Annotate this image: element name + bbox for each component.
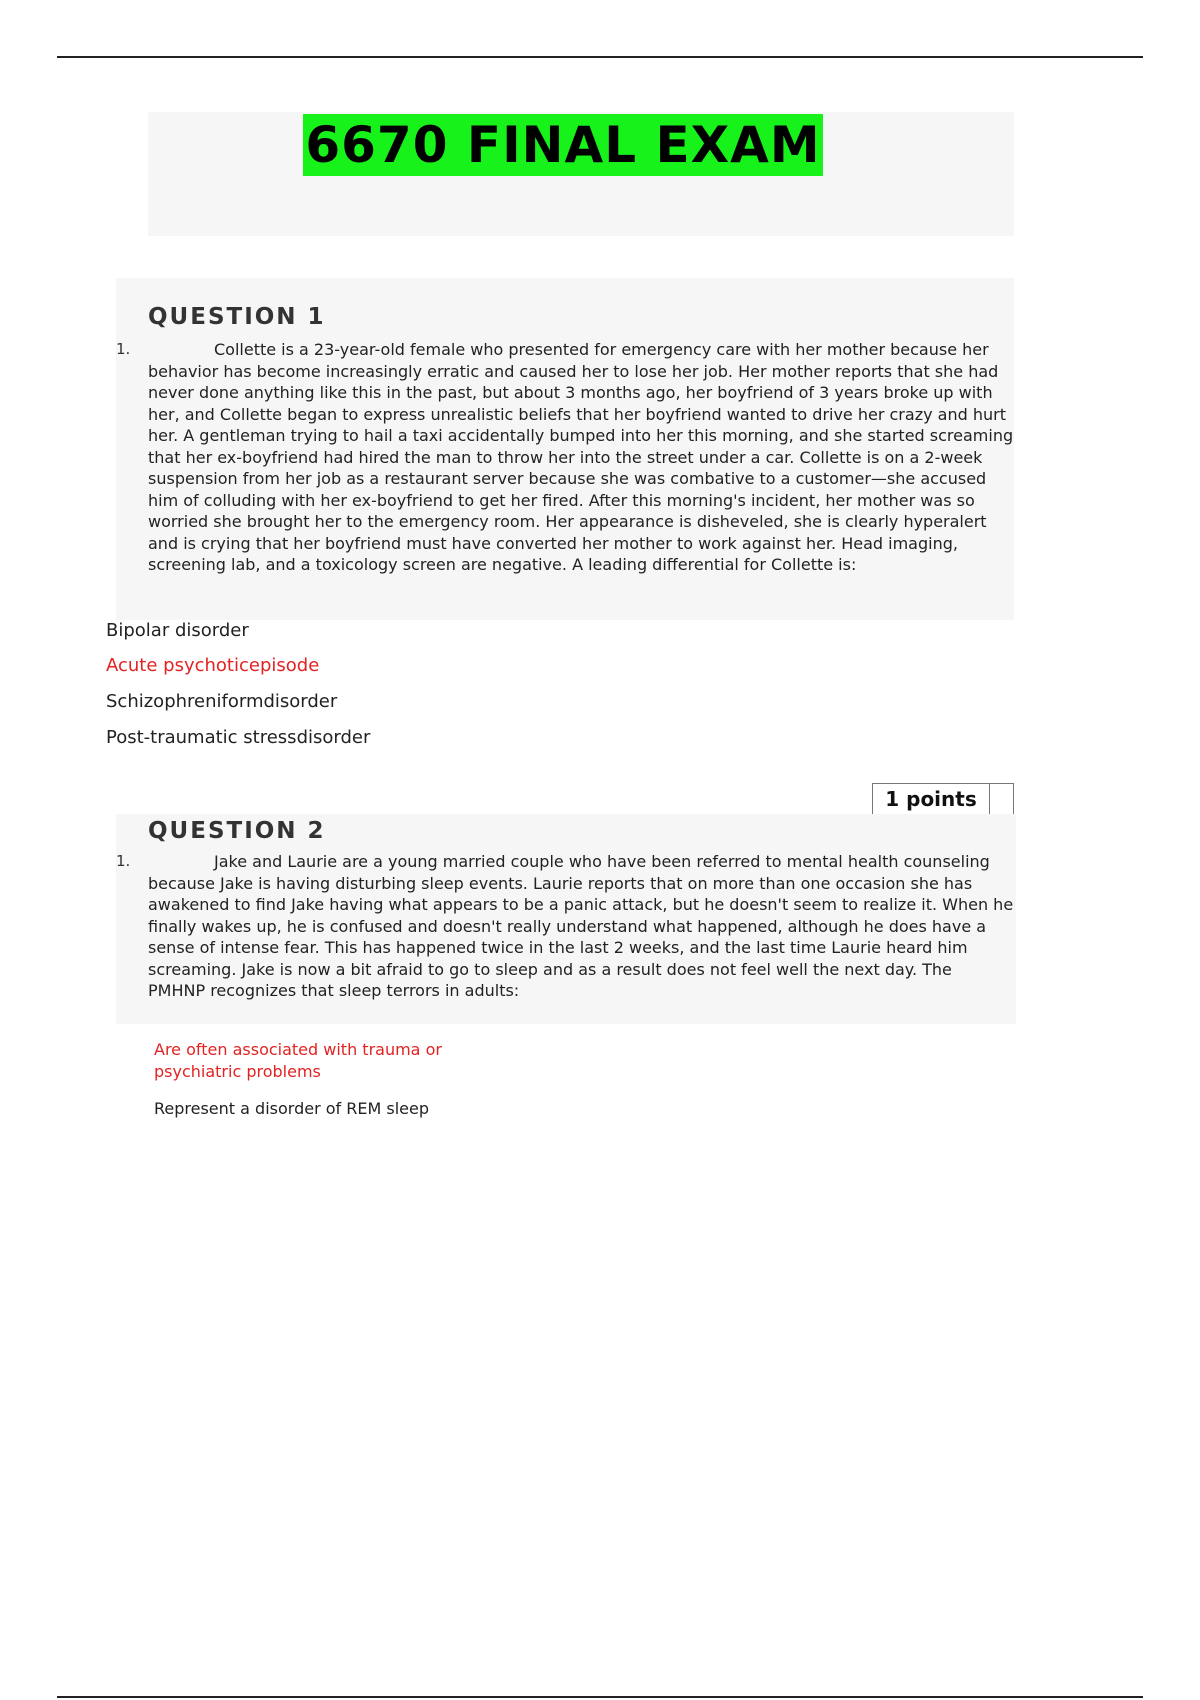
q2-option-trauma[interactable]: Are often associated with trauma or psychiatric problems [154, 1040, 442, 1081]
question-2-panel [116, 814, 1016, 1024]
question-1-text: Collette is a 23-year-old female who presented for emergency care with her mother because her behavior has become increasingly erratic and caused her to lose her job. Her mother reports that she had never done anything like this in the past, but about 3 months ago, her boyfriend of 3 years broke up with her, and Collette began to express unrealistic beliefs that her boyfriend wanted to drive her crazy and hurt her. A gentleman trying to hail a taxi accidentally bumped into her this morning, and she started screaming that her ex-boyfriend had hired the man to throw her into the street under a car. Collette is on a 2-week suspension from her job as a restaurant server because she was combative to a customer—she accused him of colluding with her ex-boyfriend to get her fired. After this morning's incident, her mother was so worried she brought her to the emergency room. Her appearance is disheveled, she is clearly hyperalert and is crying that her boyfriend must have converted her mother to work against her. Head imaging, screening lab, and a toxicology screen are negative. A leading differential for Collette is: [148, 340, 1014, 574]
question-2-number: 1. [116, 852, 131, 870]
question-1-heading: QUESTION 1 [148, 304, 326, 330]
points-label: 1 points [873, 784, 990, 814]
q2-option-rem-sleep[interactable]: Represent a disorder of REM sleep [154, 1099, 429, 1118]
top-rule [57, 56, 1143, 58]
question-1-panel [116, 278, 1014, 620]
q1-option-schizophreniform[interactable]: Schizophreniformdisorder [106, 691, 338, 712]
question-2-heading: QUESTION 2 [148, 818, 326, 844]
q1-option-ptsd[interactable]: Post-traumatic stressdisorder [106, 727, 371, 748]
question-2-text: Jake and Laurie are a young married couple who have been referred to mental health counseling because Jake is having disturbing sleep events. Laurie reports that on more than one occasion she has awakened to find Jake having what appears to be a panic attack, but he doesn't seem to realize it. When he finally wakes up, he is confused and doesn't really understand what happened, although he does have a sense of intense fear. This has happened twice in the last 2 weeks, and the last time Laurie heard him screaming. Jake is now a bit afraid to go to sleep and as a result does not feel well the next day. The PMHNP recognizes that sleep terrors in adults: [148, 852, 1014, 1000]
exam-title: 6670 FINAL EXAM [303, 114, 823, 176]
question-1-number: 1. [116, 340, 131, 358]
points-box [872, 783, 1014, 815]
q1-option-acute-psychotic[interactable]: Acute psychoticepisode [106, 655, 320, 676]
title-panel [148, 112, 1014, 236]
bottom-rule [57, 1696, 1143, 1698]
q1-option-bipolar[interactable]: Bipolar disorder [106, 620, 249, 641]
points-empty-cell [990, 784, 1013, 814]
